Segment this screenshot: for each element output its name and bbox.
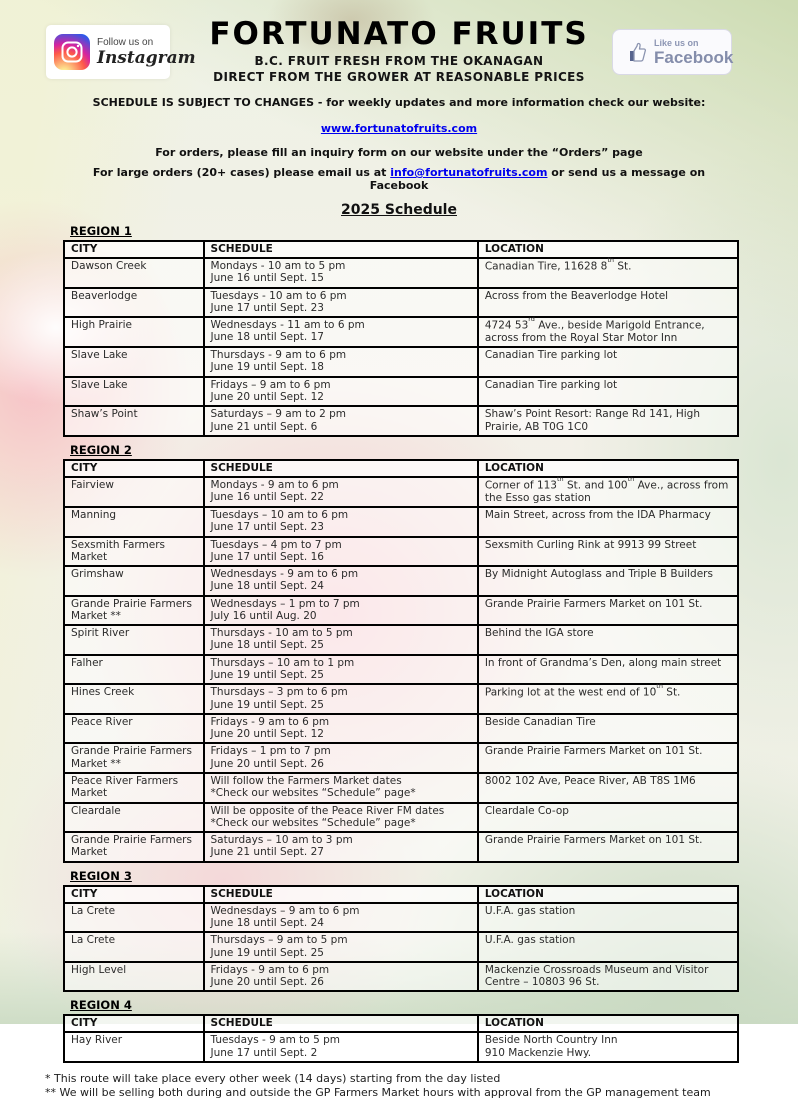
table-row bbox=[64, 743, 738, 773]
table-row bbox=[64, 477, 738, 507]
schedule-title: 2025 Schedule bbox=[341, 202, 457, 218]
cell-schedule: Wednesdays - 11 am to 6 pm June 18 until Sept. 17 bbox=[204, 317, 478, 347]
cell-location: Corner of 113th St. and 100th Ave., across from the Esso gas station bbox=[478, 477, 738, 507]
cell-location: U.F.A. gas station bbox=[478, 932, 738, 962]
facebook-badge[interactable] bbox=[612, 29, 732, 75]
cell-location: Canadian Tire, 11628 8th St. bbox=[478, 258, 738, 288]
cell-city: Manning bbox=[64, 507, 204, 537]
cell-location: Grande Prairie Farmers Market on 101 St. bbox=[478, 596, 738, 626]
large-orders-line2: Facebook bbox=[369, 179, 429, 192]
cell-schedule: Tuesdays – 10 am to 6 pm June 17 until Sept. 23 bbox=[204, 507, 478, 537]
cell-schedule: Mondays - 10 am to 5 pm June 16 until Sept. 15 bbox=[204, 258, 478, 288]
instagram-badge[interactable] bbox=[46, 25, 196, 79]
large-orders-instruction bbox=[0, 166, 798, 179]
cell-location: 8002 102 Ave, Peace River, AB T8S 1M6 bbox=[478, 773, 738, 803]
cell-schedule: Wednesdays – 1 pm to 7 pm July 16 until Aug. 20 bbox=[204, 596, 478, 626]
column-header-city: CITY bbox=[64, 460, 204, 477]
table-row bbox=[64, 962, 738, 992]
large-orders-prefix: For large orders (20+ cases) please email us at bbox=[92, 166, 391, 179]
cell-city: Grimshaw bbox=[64, 566, 204, 596]
cell-schedule: Will be opposite of the Peace River FM dates *Check our websites “Schedule” page* bbox=[204, 803, 478, 833]
schedule-table bbox=[63, 240, 739, 437]
table-row bbox=[64, 932, 738, 962]
column-header-schedule: SCHEDULE bbox=[204, 1015, 478, 1032]
cell-schedule: Tuesdays - 9 am to 5 pm June 17 until Sept. 2 bbox=[204, 1032, 478, 1062]
instagram-line2: Instagram bbox=[97, 47, 196, 68]
cell-location: 4724 53rd Ave., beside Marigold Entrance, across from the Royal Star Motor Inn bbox=[478, 317, 738, 347]
footnote-double-asterisk: ** We will be selling both during and outside the GP Farmers Market hours with approval from the GP management team bbox=[45, 1086, 711, 1100]
thumbs-up-icon bbox=[622, 39, 648, 65]
website-link[interactable]: www.fortunatofruits.com bbox=[320, 122, 478, 135]
schedule-table bbox=[63, 459, 739, 863]
cell-city: Slave Lake bbox=[64, 377, 204, 407]
cell-location: Canadian Tire parking lot bbox=[478, 347, 738, 377]
cell-schedule: Fridays – 1 pm to 7 pm June 20 until Sept. 26 bbox=[204, 743, 478, 773]
cell-location: Behind the IGA store bbox=[478, 625, 738, 655]
cell-location: Beside North Country Inn 910 Mackenzie Hwy. bbox=[478, 1032, 738, 1062]
column-header-schedule: SCHEDULE bbox=[204, 241, 478, 258]
cell-city: High Level bbox=[64, 962, 204, 992]
cell-schedule: Mondays - 9 am to 6 pm June 16 until Sept. 22 bbox=[204, 477, 478, 507]
cell-location: Main Street, across from the IDA Pharmacy bbox=[478, 507, 738, 537]
cell-schedule: Thursdays - 10 am to 5 pm June 18 until Sept. 25 bbox=[204, 625, 478, 655]
instagram-line1: Follow us on bbox=[97, 36, 154, 48]
schedule-table bbox=[63, 885, 739, 993]
table-row bbox=[64, 903, 738, 933]
table-row bbox=[64, 537, 738, 567]
cell-schedule: Saturdays – 10 am to 3 pm June 21 until Sept. 27 bbox=[204, 832, 478, 862]
table-row bbox=[64, 803, 738, 833]
cell-schedule: Tuesdays - 10 am to 6 pm June 17 until Sept. 23 bbox=[204, 288, 478, 318]
table-header-row bbox=[64, 460, 738, 477]
cell-city: Grande Prairie Farmers Market ** bbox=[64, 596, 204, 626]
cell-city: Peace River bbox=[64, 714, 204, 744]
region-title: REGION 4 bbox=[70, 998, 132, 1013]
cell-location: Across from the Beaverlodge Hotel bbox=[478, 288, 738, 318]
table-row bbox=[64, 684, 738, 714]
schedule-notice: SCHEDULE IS SUBJECT TO CHANGES - for weekly updates and more information check our website: bbox=[92, 96, 706, 109]
table-row bbox=[64, 832, 738, 862]
table-header-row bbox=[64, 241, 738, 258]
table-row bbox=[64, 566, 738, 596]
table-row bbox=[64, 625, 738, 655]
cell-city: Spirit River bbox=[64, 625, 204, 655]
facebook-line1: Like us on bbox=[654, 37, 699, 48]
table-row bbox=[64, 1032, 738, 1062]
region-title: REGION 2 bbox=[70, 442, 132, 457]
cell-schedule: Fridays – 9 am to 6 pm June 20 until Sept. 12 bbox=[204, 377, 478, 407]
table-row bbox=[64, 714, 738, 744]
table-row bbox=[64, 596, 738, 626]
cell-city: Beaverlodge bbox=[64, 288, 204, 318]
cell-schedule: Fridays - 9 am to 6 pm June 20 until Sept. 26 bbox=[204, 962, 478, 992]
cell-city: Sexsmith Farmers Market bbox=[64, 537, 204, 567]
cell-location: By Midnight Autoglass and Triple B Builders bbox=[478, 566, 738, 596]
cell-city: High Prairie bbox=[64, 317, 204, 347]
cell-schedule: Wednesdays – 9 am to 6 pm June 18 until Sept. 24 bbox=[204, 903, 478, 933]
cell-location: Shaw’s Point Resort: Range Rd 141, High Prairie, AB T0G 1C0 bbox=[478, 406, 738, 436]
cell-city: Slave Lake bbox=[64, 347, 204, 377]
table-row bbox=[64, 288, 738, 318]
table-row bbox=[64, 317, 738, 347]
footnote-single-asterisk: * This route will take place every other week (14 days) starting from the day listed bbox=[45, 1071, 501, 1085]
subtitle-line2: DIRECT FROM THE GROWER AT REASONABLE PRICES bbox=[213, 70, 585, 84]
cell-location: Parking lot at the west end of 10th St. bbox=[478, 684, 738, 714]
cell-schedule: Thursdays – 3 pm to 6 pm June 19 until Sept. 25 bbox=[204, 684, 478, 714]
table-row bbox=[64, 258, 738, 288]
table-header-row bbox=[64, 886, 738, 903]
cell-city: Shaw’s Point bbox=[64, 406, 204, 436]
facebook-line2: Facebook bbox=[654, 47, 734, 67]
regions bbox=[63, 224, 739, 1063]
cell-location: Grande Prairie Farmers Market on 101 St. bbox=[478, 743, 738, 773]
facebook-badge-text bbox=[654, 39, 733, 66]
cell-schedule: Wednesdays - 9 am to 6 pm June 18 until Sept. 24 bbox=[204, 566, 478, 596]
instagram-badge-text bbox=[97, 38, 196, 67]
cell-city: La Crete bbox=[64, 932, 204, 962]
cell-schedule: Tuesdays – 4 pm to 7 pm June 17 until Sept. 16 bbox=[204, 537, 478, 567]
cell-location: Canadian Tire parking lot bbox=[478, 377, 738, 407]
email-link[interactable]: info@fortunatofruits.com bbox=[390, 166, 548, 179]
subtitle-line1: B.C. FRUIT FRESH FROM THE OKANAGAN bbox=[254, 54, 544, 68]
cell-location: In front of Grandma’s Den, along main street bbox=[478, 655, 738, 685]
cell-schedule: Saturdays – 9 am to 2 pm June 21 until Sept. 6 bbox=[204, 406, 478, 436]
column-header-city: CITY bbox=[64, 241, 204, 258]
cell-city: Peace River Farmers Market bbox=[64, 773, 204, 803]
table-row bbox=[64, 406, 738, 436]
cell-location: Cleardale Co-op bbox=[478, 803, 738, 833]
cell-location: Mackenzie Crossroads Museum and Visitor Centre – 10803 96 St. bbox=[478, 962, 738, 992]
cell-city: Dawson Creek bbox=[64, 258, 204, 288]
cell-city: Grande Prairie Farmers Market ** bbox=[64, 743, 204, 773]
column-header-location: LOCATION bbox=[478, 241, 738, 258]
footnotes bbox=[45, 1072, 798, 1101]
column-header-location: LOCATION bbox=[478, 460, 738, 477]
column-header-location: LOCATION bbox=[478, 1015, 738, 1032]
cell-city: Hines Creek bbox=[64, 684, 204, 714]
orders-instruction: For orders, please fill an inquiry form on our website under the “Orders” page bbox=[155, 146, 643, 159]
cell-location: U.F.A. gas station bbox=[478, 903, 738, 933]
cell-schedule: Thursdays – 9 am to 5 pm June 19 until Sept. 25 bbox=[204, 932, 478, 962]
column-header-location: LOCATION bbox=[478, 886, 738, 903]
cell-city: Fairview bbox=[64, 477, 204, 507]
cell-city: La Crete bbox=[64, 903, 204, 933]
schedule-table bbox=[63, 1014, 739, 1063]
column-header-city: CITY bbox=[64, 1015, 204, 1032]
cell-schedule: Thursdays - 9 am to 6 pm June 19 until Sept. 18 bbox=[204, 347, 478, 377]
table-row bbox=[64, 377, 738, 407]
instagram-camera-icon bbox=[54, 34, 90, 70]
region-title: REGION 3 bbox=[70, 868, 132, 883]
table-row bbox=[64, 507, 738, 537]
cell-schedule: Will follow the Farmers Market dates *Check our websites “Schedule” page* bbox=[204, 773, 478, 803]
cell-location: Beside Canadian Tire bbox=[478, 714, 738, 744]
cell-schedule: Thursdays – 10 am to 1 pm June 19 until Sept. 25 bbox=[204, 655, 478, 685]
cell-city: Hay River bbox=[64, 1032, 204, 1062]
cell-location: Grande Prairie Farmers Market on 101 St. bbox=[478, 832, 738, 862]
table-row bbox=[64, 773, 738, 803]
column-header-schedule: SCHEDULE bbox=[204, 460, 478, 477]
cell-city: Falher bbox=[64, 655, 204, 685]
column-header-city: CITY bbox=[64, 886, 204, 903]
cell-location: Sexsmith Curling Rink at 9913 99 Street bbox=[478, 537, 738, 567]
table-row bbox=[64, 655, 738, 685]
cell-city: Grande Prairie Farmers Market bbox=[64, 832, 204, 862]
table-row bbox=[64, 347, 738, 377]
column-header-schedule: SCHEDULE bbox=[204, 886, 478, 903]
table-header-row bbox=[64, 1015, 738, 1032]
cell-city: Cleardale bbox=[64, 803, 204, 833]
region-title: REGION 1 bbox=[70, 224, 132, 238]
cell-schedule: Fridays - 9 am to 6 pm June 20 until Sept. 12 bbox=[204, 714, 478, 744]
page-title: FORTUNATO FRUITS bbox=[209, 16, 589, 52]
large-orders-suffix: or send us a message on bbox=[547, 166, 706, 179]
